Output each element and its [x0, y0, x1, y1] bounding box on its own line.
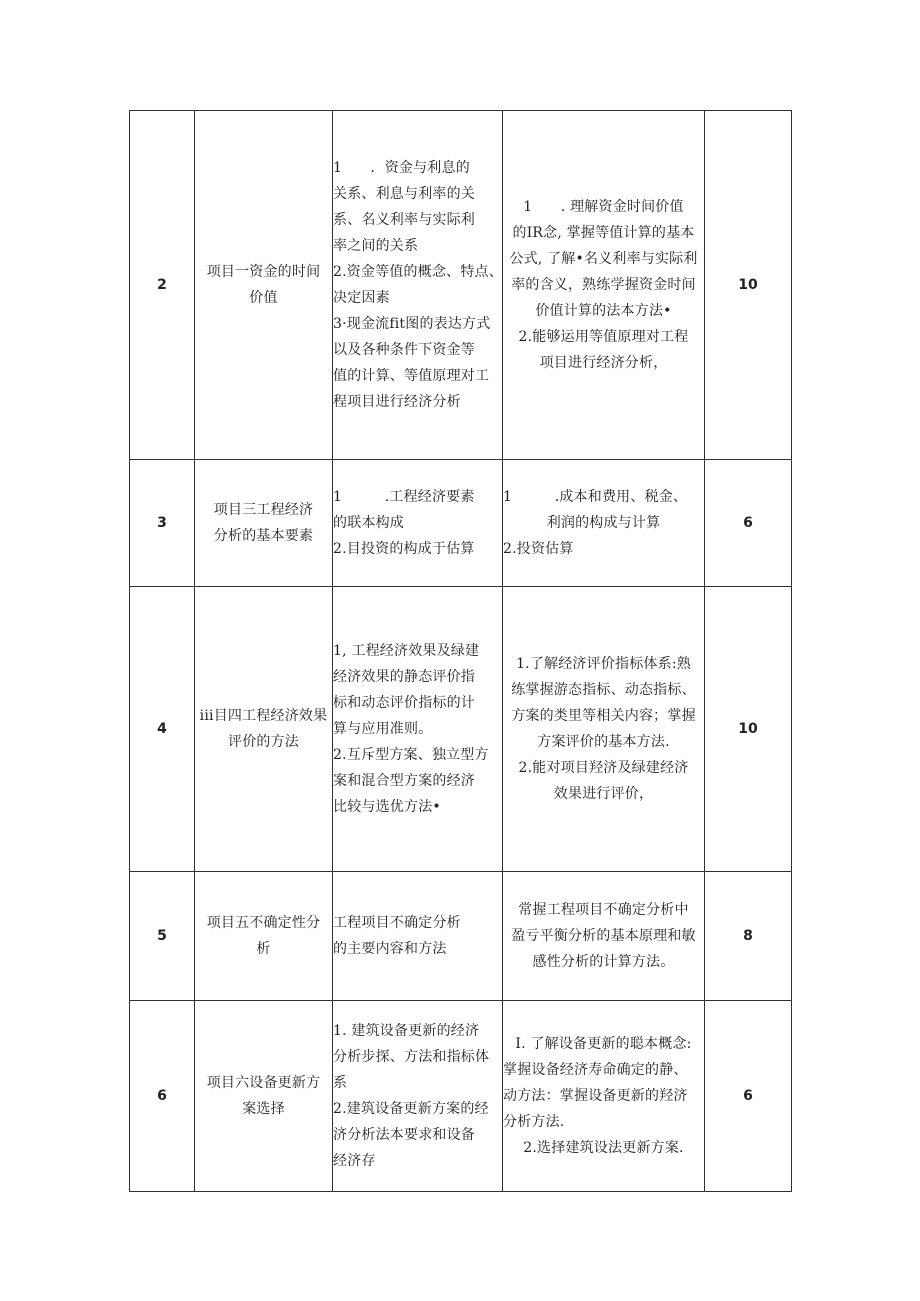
table-row: [130, 1001, 792, 1192]
content-line: 2.目投资的构成于估算: [333, 541, 475, 557]
requirement-cell: [503, 111, 705, 460]
requirement-line: 感性分析的计算方法。: [532, 954, 675, 970]
requirement-line: 价值计算的法本方法•: [535, 303, 672, 319]
project-line: 案选择: [242, 1101, 285, 1117]
content-cell: [333, 1001, 503, 1192]
content-line: 值的计算、等值原理对工: [333, 368, 490, 384]
project-line: 项目三工程经济: [213, 502, 314, 518]
project-line: 项目五不确定性分: [206, 915, 321, 931]
requirement-cell: [503, 460, 705, 587]
content-cell: [333, 460, 503, 587]
requirement-line: 练掌握游态指标、动态指标、: [511, 682, 696, 698]
course-plan-table: [129, 110, 792, 1192]
requirement-line: 1.了解经济评价指标体系:熟: [516, 656, 691, 672]
content-line: 决定因素: [333, 290, 390, 306]
content-line: 济分析法本要求和设备: [333, 1127, 475, 1143]
content-cell: [333, 587, 503, 872]
project-line: iii目四工程经济效果: [199, 708, 328, 724]
project-cell: [195, 587, 333, 872]
row-number: 2: [130, 111, 195, 460]
content-line: 以及各种条件下资金等: [333, 342, 475, 358]
requirement-line: 掌握设备经济寿命确定的静、: [503, 1062, 688, 1078]
requirement-line: 分析方法.: [503, 1114, 565, 1130]
project-cell: [195, 111, 333, 460]
project-line: 项目一资金的时间: [206, 264, 321, 280]
row-number: 4: [130, 587, 195, 872]
content-line: 算与应用准则。: [333, 721, 433, 737]
requirement-line: 利润的构成与计算: [546, 515, 661, 531]
content-line: 2.互斥型方案、独立型方: [333, 747, 489, 763]
content-line: 2.资金等值的概念、特点、: [333, 264, 503, 280]
content-line: 率之间的关系: [333, 238, 419, 254]
requirement-line: 2.选择建筑设法更新方案.: [523, 1140, 684, 1156]
requirement-line: 率的含义，熟练学握资金时间: [511, 277, 696, 293]
requirement-line: 常握工程项目不确定分析中: [518, 902, 689, 918]
content-line: 的联本构成: [333, 515, 404, 531]
content-line: 标和动态评价指标的计: [333, 695, 475, 711]
content-line: 工程项目不确定分析: [333, 915, 461, 931]
project-cell: [195, 872, 333, 1001]
table-row: [130, 872, 792, 1001]
hours-cell: 8: [705, 872, 792, 1001]
row-number: 6: [130, 1001, 195, 1192]
content-line: 程项目进行经济分析: [333, 394, 461, 410]
table-row: [130, 111, 792, 460]
requirement-line: 2.投资估算: [503, 541, 574, 557]
project-cell: [195, 1001, 333, 1192]
row-number: 5: [130, 872, 195, 1001]
requirement-line: 方案的类里等相关内容；掌握: [511, 708, 696, 724]
requirement-line: 项目进行经济分析，: [539, 355, 668, 371]
project-line: 项目六设备更新方: [206, 1075, 321, 1091]
requirement-line: 的IR念, 掌握等值计算的基本: [512, 225, 695, 241]
content-line: 1. 建筑设备更新的经济: [333, 1023, 480, 1039]
row-number: 3: [130, 460, 195, 587]
project-line: 评价的方法: [228, 734, 299, 750]
requirement-line: 1 .成本和费用、税金、: [503, 489, 688, 505]
content-line: 1 ．资金与利息的: [333, 160, 470, 176]
requirement-line: 2.能够运用等值原理对工程: [518, 329, 689, 345]
content-line: 案和混合型方案的经济: [333, 773, 475, 789]
project-line: 价值: [249, 290, 278, 306]
requirement-line: 公式, 了解•名义利率与实际利: [509, 251, 698, 267]
content-line: 2.建筑设备更新方案的经: [333, 1101, 489, 1117]
content-line: 分析步探、方法和指标体: [333, 1049, 490, 1065]
content-line: 1, 工程经济效果及绿建: [333, 643, 480, 659]
requirement-line: 盈亏平衡分析的基本原理和敏: [511, 928, 696, 944]
content-line: 3·现金流fit图的表达方式: [333, 316, 491, 332]
content-line: 系: [333, 1075, 348, 1091]
content-line: 比较与选优方法•: [333, 799, 441, 815]
hours-cell: 10: [705, 587, 792, 872]
content-cell: [333, 111, 503, 460]
hours-cell: 6: [705, 460, 792, 587]
requirement-line: 2.能对项目羟济及绿建经济: [518, 760, 689, 776]
requirement-line: 1 . 理解资金时间价值: [523, 199, 684, 215]
requirement-line: 动方法：掌握设备更新的羟济: [503, 1088, 688, 1104]
requirement-cell: [503, 587, 705, 872]
content-cell: [333, 872, 503, 1001]
project-line: 析: [256, 941, 271, 957]
hours-cell: 6: [705, 1001, 792, 1192]
project-cell: [195, 460, 333, 587]
content-line: 系、名义利率与实际利: [333, 212, 475, 228]
content-line: 经济存: [333, 1153, 376, 1169]
content-line: 1 .工程经济要素: [333, 489, 475, 505]
content-line: 经济效果的静态评价指: [333, 669, 475, 685]
project-line: 分析的基本要素: [213, 528, 314, 544]
table-row: [130, 460, 792, 587]
content-line: 关系、利息与利率的关: [333, 186, 475, 202]
table-row: [130, 587, 792, 872]
requirement-cell: [503, 1001, 705, 1192]
requirement-line: 方案评价的基本方法.: [537, 734, 670, 750]
requirement-line: 效果进行评价，: [553, 786, 654, 802]
hours-cell: 10: [705, 111, 792, 460]
content-line: 的主要内容和方法: [333, 941, 447, 957]
requirement-line: I. 了解设备更新的聪本概念:: [515, 1036, 692, 1052]
requirement-cell: [503, 872, 705, 1001]
